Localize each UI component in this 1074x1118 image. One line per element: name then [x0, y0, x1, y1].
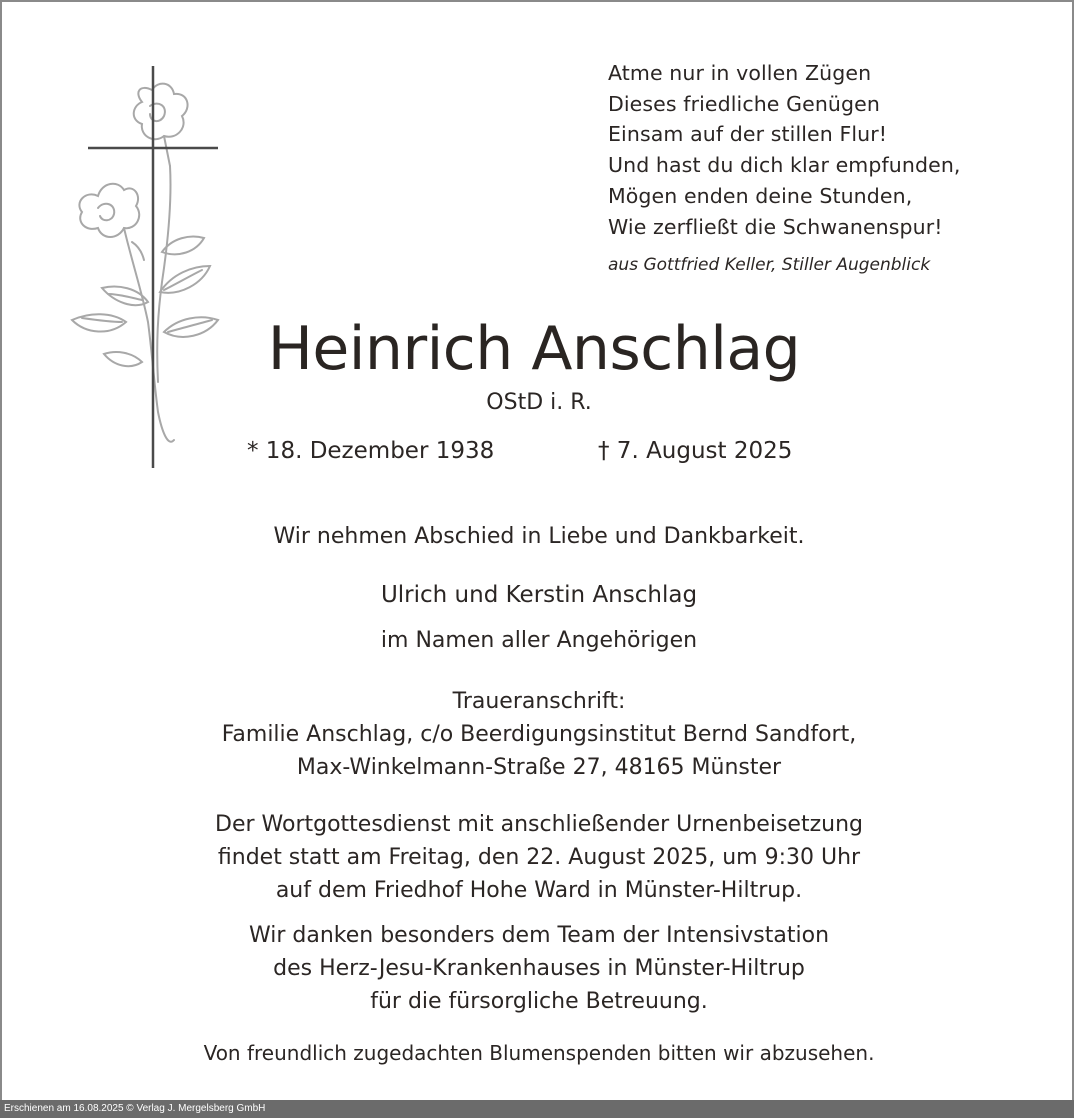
rose-cross-icon	[42, 62, 232, 482]
flowers-note: Von freundlich zugedachten Blumenspenden bitten wir abzusehen.	[203, 1041, 875, 1065]
service-line: findet statt am Freitag, den 22. August 2025, um 9:30 Uhr	[217, 845, 861, 870]
address-heading: Traueranschrift:	[452, 689, 626, 714]
service-info	[2, 808, 1074, 907]
poem-line: Wie zerfließt die Schwanenspur!	[608, 214, 943, 239]
poem-line: Mögen enden deine Stunden,	[608, 183, 913, 208]
address-line: Familie Anschlag, c/o Beerdigungsinstitut Bernd Sandfort,	[221, 722, 857, 747]
poem-line: Und hast du dich klar empfunden,	[608, 153, 961, 178]
family-names: Ulrich und Kerstin Anschlag	[380, 582, 698, 608]
birth-date: * 18. Dezember 1938	[247, 438, 495, 464]
poem	[608, 58, 961, 242]
thanks-line: für die fürsorgliche Betreuung.	[370, 989, 708, 1014]
deceased-name-text: Heinrich Anschlag	[267, 314, 801, 384]
poem-line: Einsam auf der stillen Flur!	[608, 122, 888, 147]
deceased-title: OStD i. R.	[486, 390, 592, 415]
thanks-line: Wir danken besonders dem Team der Intensivstation	[248, 923, 830, 948]
death-date: † 7. August 2025	[598, 438, 793, 464]
service-line: Der Wortgottesdienst mit anschließender Urnenbeisetzung	[215, 812, 863, 837]
farewell-text: Wir nehmen Abschied in Liebe und Dankbarkeit.	[273, 524, 805, 549]
family-subline: im Namen aller Angehörigen	[380, 628, 698, 653]
poem-source: aus Gottfried Keller, Stiller Augenblick	[608, 255, 931, 275]
poem-line: Dieses friedliche Genügen	[608, 91, 880, 116]
publication-footer: Erschienen am 16.08.2025 © Verlag J. Mergelsberg GmbH	[0, 1100, 1074, 1118]
poem-line: Atme nur in vollen Zügen	[608, 61, 872, 85]
deceased-name	[2, 314, 1074, 384]
mourning-address	[2, 685, 1074, 784]
thanks-text	[2, 919, 1074, 1018]
service-line: auf dem Friedhof Hohe Ward in Münster-Hiltrup.	[275, 878, 803, 903]
address-line: Max-Winkelmann-Straße 27, 48165 Münster	[296, 755, 782, 780]
thanks-line: des Herz-Jesu-Krankenhauses in Münster-Hiltrup	[273, 956, 805, 981]
